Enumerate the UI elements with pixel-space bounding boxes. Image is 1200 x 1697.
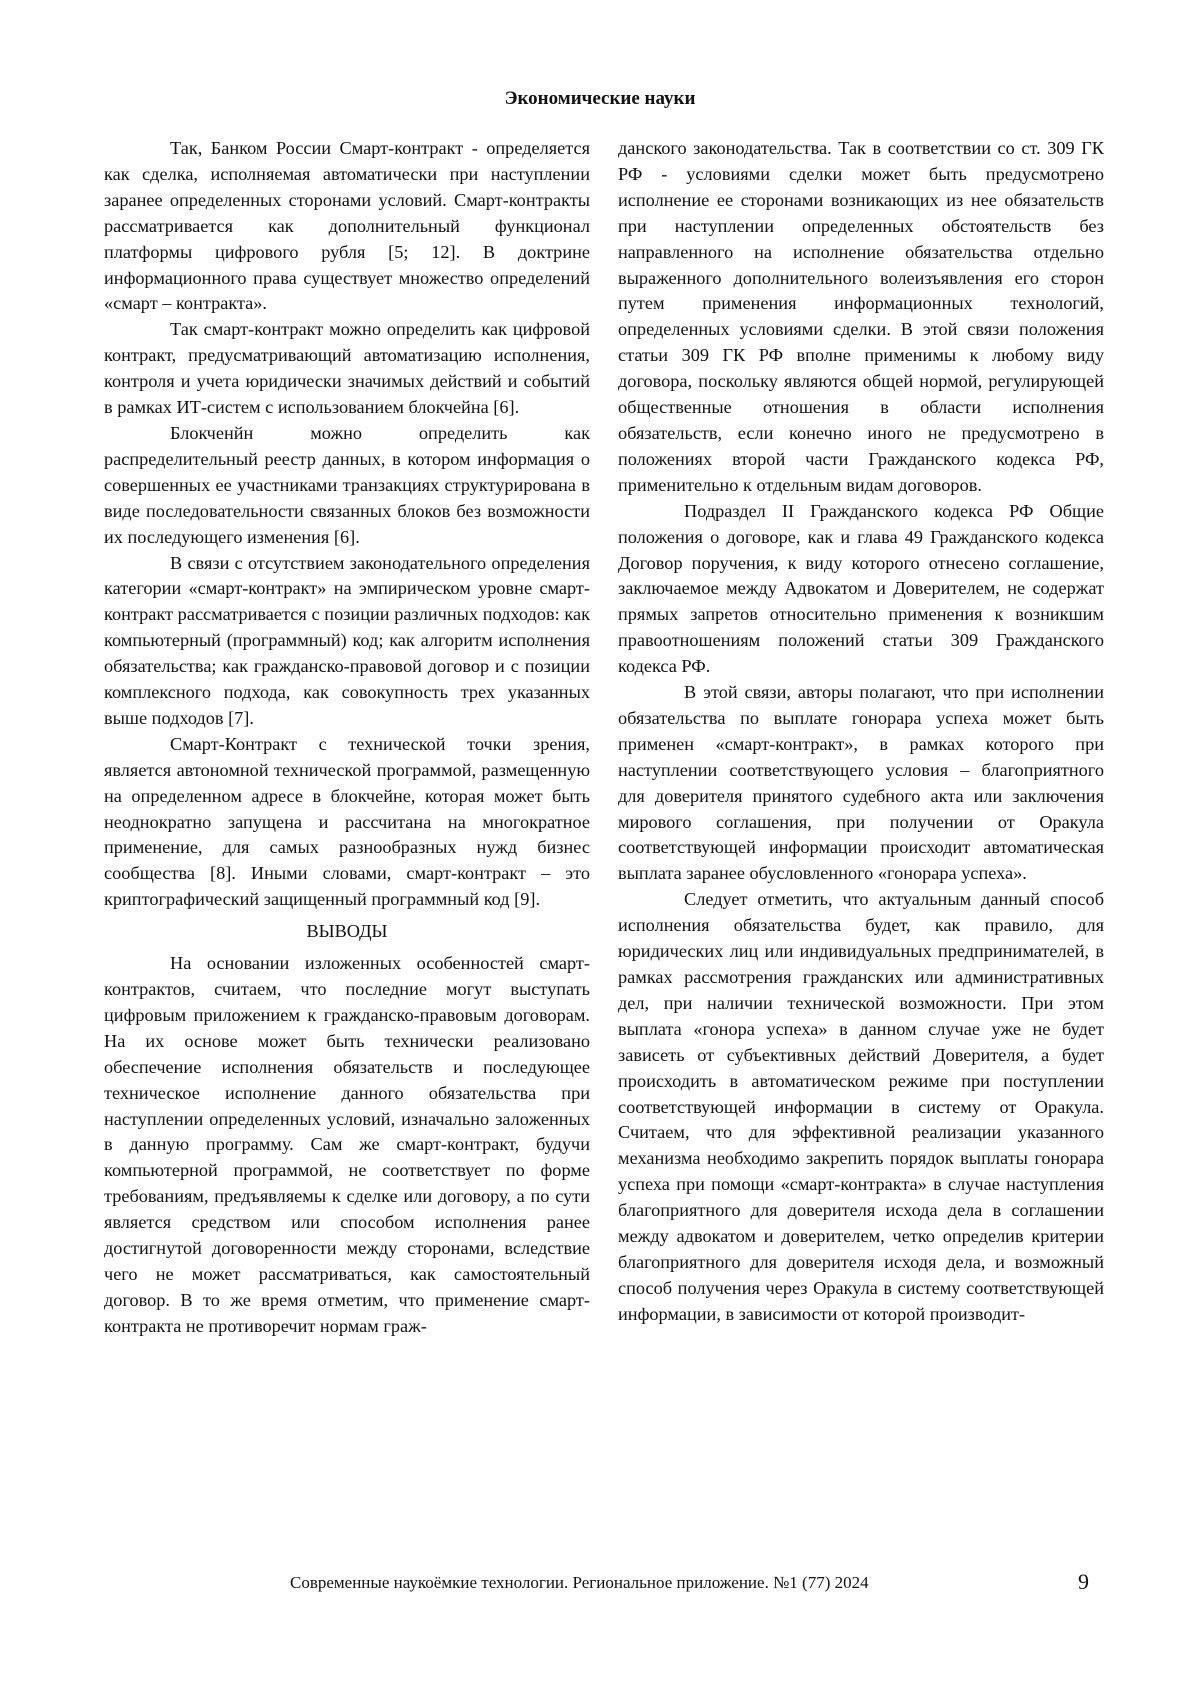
paragraph: Следует отметить, что актуальным данный способ исполнения обязательства будет, как правило, для юридических лиц или индивидуальных предпринимателей, в рамках рассмотрения гражданских или административных дел, при наличии технической возможности. При этом выплата «гонора успеха» в данном случае уже не будет зависеть от субъективных действий Доверителя, а будет происходить в автоматическом режиме при поступлении соответствующей информации в систему от Оракула. Считаем, что для эффективной реализации указанного механизма необходимо закрепить порядок выплаты гонорара успеха при помощи «смарт-контракта» в случае наступления благоприятного для доверителя исхода дела в соглашении между адвокатом и доверителем, четко определив критерии благоприятного для доверителя исходя дела, и возможный способ получения через Оракула в систему соответствующей информации, в зависимости от которой производит- xyxy=(618,889,1104,1324)
paragraph: Смарт-Контракт с технической точки зрения, является автономной технической программой, размещенную на определенном адресе в блокчейне, которая может быть неоднократно запущена и рассчитана на многократное применение, для самых разнообразных нужд бизнес сообщества [8]. Иными словами, смарт-контракт – это криптографический защищенный программный код [9]. xyxy=(104,733,590,910)
page-number: 9 xyxy=(1078,1569,1089,1594)
paragraph: Подраздел II Гражданского кодекса РФ Общие положения о договоре, как и глава 49 Гражданского кодекса Договор поручения, к виду которого отнесено соглашение, заключаемое между Адвокатом и Доверителем, не содержат прямых запретов относительно применения к возникшим правоотношениям положений статьи 309 Гражданского кодекса РФ. xyxy=(618,500,1104,677)
right-column xyxy=(618,136,1104,1328)
paragraph: На основании изложенных особенностей смарт-контрактов, считаем, что последние могут выступать цифровым приложением к гражданско-правовым договорам. На их основе может быть технически реализовано обеспечение исполнения обязательств и последующее техническое исполнение данного обязательства при наступлении определенных условий, изначально заложенных в данную программу. Сам же смарт-контракт, будучи компьютерной программой, не соответствует по форме требованиям, предъявляемы к сделке или договору, а по сути является средством или способом исполнения ранее достигнутой договоренности между сторонами, вследствие чего не может рассматриваться, как самостоятельный договор. В то же время отметим, что применение смарт-контракта не противоречит нормам граж- xyxy=(104,953,590,1336)
left-column xyxy=(104,136,590,1340)
paragraph: Так смарт-контракт можно определить как цифровой контракт, предусматривающий автоматизацию исполнения, контроля и учета юридически значимых действий и событий в рамках ИТ-систем с использованием блокчейна [6]. xyxy=(104,319,590,418)
section-header: Экономические науки xyxy=(504,88,696,109)
paragraph: В связи с отсутствием законодательного определения категории «смарт-контракт» на эмпирическом уровне смарт-контракт рассматривается с позиции различных подходов: как компьютерный (программный) код; как алгоритм исполнения обязательства; как гражданско-правовой договор и с позиции комплексного подхода, как совокупность трех указанных выше подходов [7]. xyxy=(104,552,590,728)
journal-title: Современные наукоёмкие технологии. Региональное приложение. №1 (77) 2024 xyxy=(290,1573,869,1592)
paragraph-continuation: данского законодательства. Так в соответствии со ст. 309 ГК РФ - условиями сделки может быть предусмотрено исполнение ее сторонами возникающих из нее обязательств при наступлении определенных обстоятельств без направленного на исполнение обязательства отдельно выраженного дополнительного волеизъявления его сторон путем применения информационных технологий, определенных условиями сделки. В этой связи положения статьи 309 ГК РФ вполне применимы к любому виду договора, поскольку являются общей нормой, регулирующей общественные отношения в области исполнения обязательств, если конечно иного не предусмотрено в положениях второй части Гражданского кодекса РФ, применительно к отдельным видам договоров. xyxy=(618,138,1104,495)
paragraph: Так, Банком России Смарт-контракт - определяется как сделка, исполняемая автоматически при наступлении заранее определенных сторонами условий. Смарт-контракты рассматривается как дополнительный функционал платформы цифрового рубля [5; 12]. В доктрине информационного права существует множество определений «смарт – контракта». xyxy=(104,138,590,314)
conclusions-heading: ВЫВОДЫ xyxy=(306,921,388,942)
paragraph: Блокченйн можно определить как распределительный реестр данных, в котором информация о совершенных ее участниками транзакциях структурирована в виде последовательности связанных блоков без возможности их последующего изменения [6]. xyxy=(104,422,590,547)
paragraph: В этой связи, авторы полагают, что при исполнении обязательства по выплате гонорара успеха может быть применен «смарт-контракт», в рамках которого при наступлении соответствующего условия – благоприятного для доверителя принятого судебного акта или заключения мирового соглашения, при получении от Оракула соответствующей информации происходит автоматическая выплата заранее обусловленного «гонорара успеха». xyxy=(618,682,1104,884)
